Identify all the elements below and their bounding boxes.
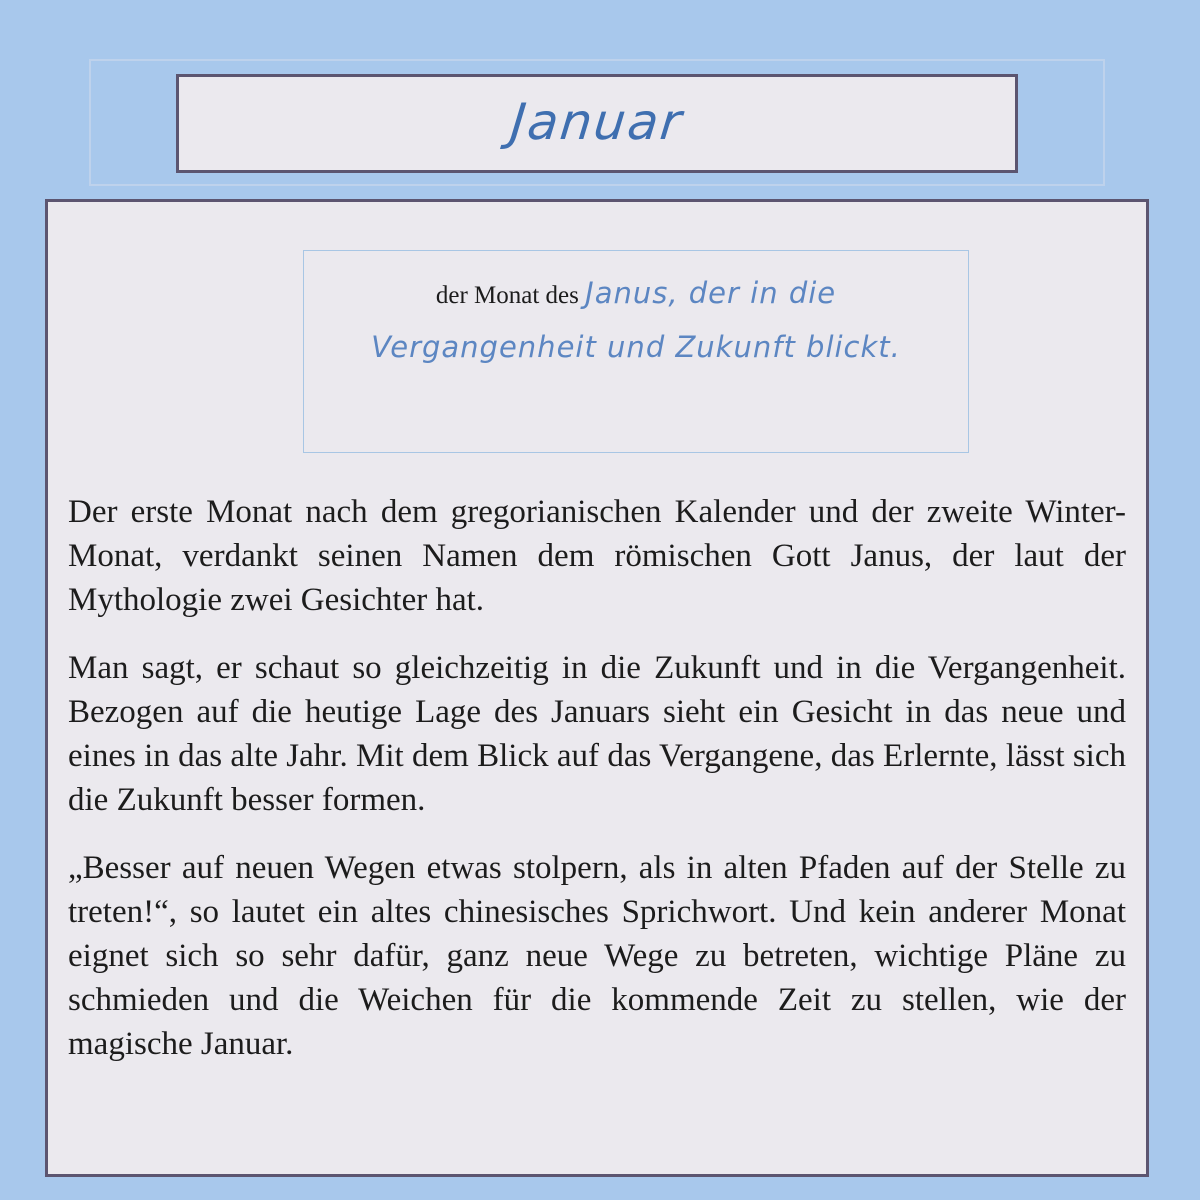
paragraph: Der erste Monat nach dem gregorianischen Kalender und der zweite Winter-Monat, verdankt seinen Namen dem römischen Gott Janus, der laut der Mythologie zwei Gesichter hat.: [68, 494, 1126, 618]
paragraph: Man sagt, er schaut so gleichzeitig in die Zukunft und in die Vergangenheit. Bezogen auf die heutige Lage des Januars sieht ein Gesicht in das neue und eines in das alte Jahr. Mit dem Blick auf das Vergangene, das Erlernte, lässt sich die Zukunft besser formen.: [68, 650, 1126, 818]
title-box: [176, 74, 1018, 173]
subtitle-box: [303, 250, 969, 453]
subtitle-prefix: der Monat des: [435, 282, 586, 309]
paragraph: „Besser auf neuen Wegen etwas stolpern, als in alten Pfaden auf der Stelle zu treten!“, so lautet ein altes chinesisches Sprichwort. Und kein anderer Monat eignet sich so sehr dafür, ganz neue Wege zu betreten, wichtige Pläne zu schmieden und die Weichen für die kommende Zeit zu stellen, wie der magische Januar.: [68, 850, 1126, 1062]
body-text: [68, 490, 1126, 1090]
subtitle-handwritten: Janus, der in die Vergangenheit und Zukunft blickt.: [371, 276, 901, 364]
page-title: Januar: [507, 92, 687, 151]
